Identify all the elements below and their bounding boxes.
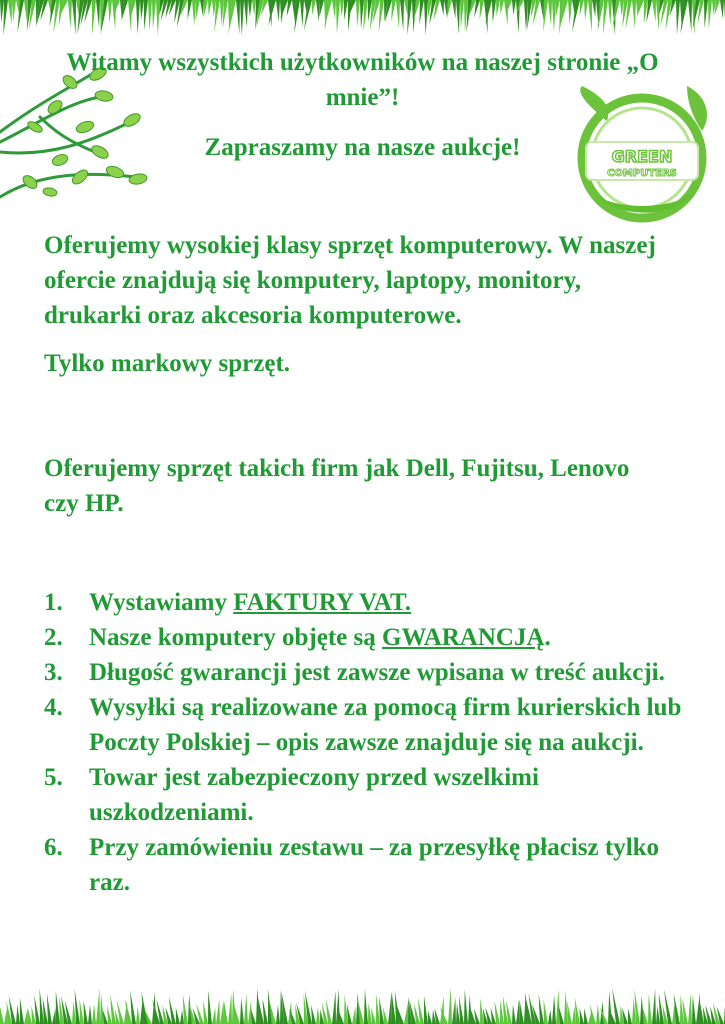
list-item	[44, 620, 684, 655]
info-list	[44, 585, 684, 900]
list-number: 2.	[44, 624, 63, 651]
welcome-heading: Witamy wszystkich użytkowników na naszej stronie „O mnie”!	[66, 49, 659, 111]
warranty-emphasis: GWARANCJĄ	[382, 624, 545, 651]
logo-line1: GREEN	[611, 147, 673, 166]
list-item	[44, 655, 684, 690]
list-number: 4.	[44, 694, 63, 721]
list-text: Wystawiamy FAKTURY VAT.	[89, 589, 412, 616]
list-number: 6.	[44, 834, 63, 861]
list-text: Wysyłki są realizowane za pomocą firm kurierskich lub Poczty Polskiej – opis zawsze znajduje się na aukcji.	[89, 694, 682, 756]
offer-paragraph: Oferujemy wysokiej klasy sprzęt komputerowy. W naszej ofercie znajdują się komputery, laptopy, monitory, drukarki oraz akcesoria komputerowe.	[44, 232, 656, 329]
grass-border-top-icon	[0, 0, 725, 36]
list-number: 5.	[44, 764, 63, 791]
list-item	[44, 760, 684, 830]
list-item	[44, 690, 684, 760]
list-text: Przy zamówieniu zestawu – za przesyłkę płacisz tylko raz.	[89, 834, 660, 896]
list-text: Nasze komputery objęte są GWARANCJĄ.	[89, 624, 551, 651]
list-number: 1.	[44, 589, 63, 616]
invoice-emphasis: FAKTURY VAT.	[233, 589, 412, 616]
logo-line2: COMPUTERS	[607, 168, 677, 179]
brand-paragraph: Tylko markowy sprzęt.	[44, 350, 291, 377]
invite-heading: Zapraszamy na nasze aukcje!	[204, 134, 521, 161]
list-item	[44, 830, 684, 900]
list-text: Długość gwarancji jest zawsze wpisana w treść aukcji.	[89, 659, 665, 686]
list-text: Towar jest zabezpieczony przed wszelkimi uszkodzeniami.	[89, 764, 539, 826]
firms-paragraph: Oferujemy sprzęt takich firm jak Dell, Fujitsu, Lenovo czy HP.	[44, 455, 630, 517]
list-item	[44, 585, 684, 620]
grass-border-bottom-icon	[0, 988, 725, 1024]
list-number: 3.	[44, 659, 63, 686]
